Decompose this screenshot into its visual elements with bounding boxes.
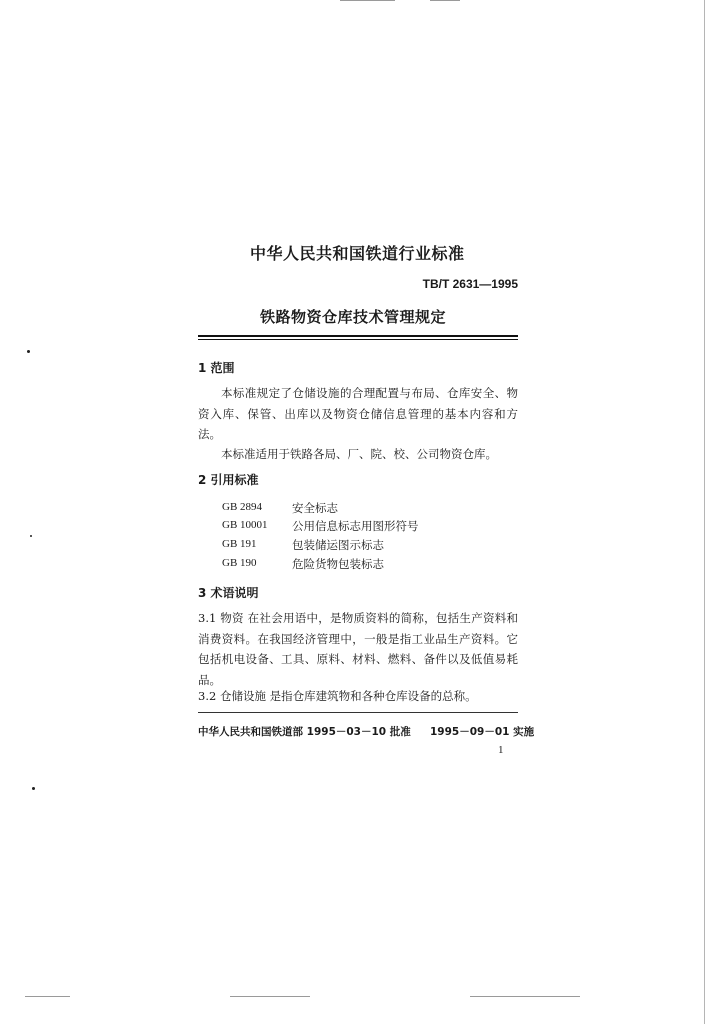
scan-top-line xyxy=(340,0,395,1)
scan-speck xyxy=(32,787,35,790)
standard-category-title: 中华人民共和国铁道行业标准 xyxy=(250,244,465,263)
ref-title: 公用信息标志用图形符号 xyxy=(292,519,419,533)
ref-code: GB 190 xyxy=(222,557,257,569)
header-rule-thick xyxy=(198,335,518,337)
ref-title: 安全标志 xyxy=(292,501,338,515)
section-1-para-2: 本标准适用于铁路各局、厂、院、校、公司物资仓库。 xyxy=(221,447,497,461)
ref-title: 包装储运图示标志 xyxy=(292,538,384,552)
section-1-para-1: 本标准规定了仓储设施的合理配置与布局、仓库安全、物资入库、保管、出库以及物资仓储信息管理的基本内容和方法。 xyxy=(198,386,518,441)
scan-speck xyxy=(30,535,32,537)
page-number: 1 xyxy=(498,744,504,756)
scan-bottom-line-2 xyxy=(470,996,580,997)
ref-code: GB 10001 xyxy=(222,519,268,531)
scan-top-line-2 xyxy=(430,0,460,1)
effective-date: 1995－09－01 实施 xyxy=(430,726,535,738)
ref-code: GB 2894 xyxy=(222,501,263,513)
scan-speck xyxy=(27,350,30,353)
section-3-heading: 3 术语说明 xyxy=(198,586,259,600)
standard-code: TB/T 2631—1995 xyxy=(422,277,518,291)
header-rule-thin xyxy=(198,339,518,340)
section-1-heading: 1 范围 xyxy=(198,361,235,375)
ref-code: GB 191 xyxy=(222,538,257,550)
scan-right-edge xyxy=(704,0,705,1024)
term-3-1: 3.1 物资 在社会用语中，是物质资料的简称，包括生产资料和消费资料。在我国经济管理中，一般是指工业品生产资料。它包括机电设备、工具、原料、材料、燃料、备件以及低值易耗品。 xyxy=(198,611,518,687)
section-2-heading: 2 引用标准 xyxy=(198,473,259,487)
approval-line: 中华人民共和国铁道部 1995－03－10 批准 xyxy=(198,726,411,738)
term-3-2: 3.2 仓储设施 是指仓库建筑物和各种仓库设备的总称。 xyxy=(198,689,477,703)
scan-bottom-left xyxy=(25,996,70,997)
footer-rule xyxy=(198,712,518,713)
ref-title: 危险货物包装标志 xyxy=(292,557,384,571)
document-title: 铁路物资仓库技术管理规定 xyxy=(260,308,447,326)
scan-bottom-line xyxy=(230,996,310,997)
